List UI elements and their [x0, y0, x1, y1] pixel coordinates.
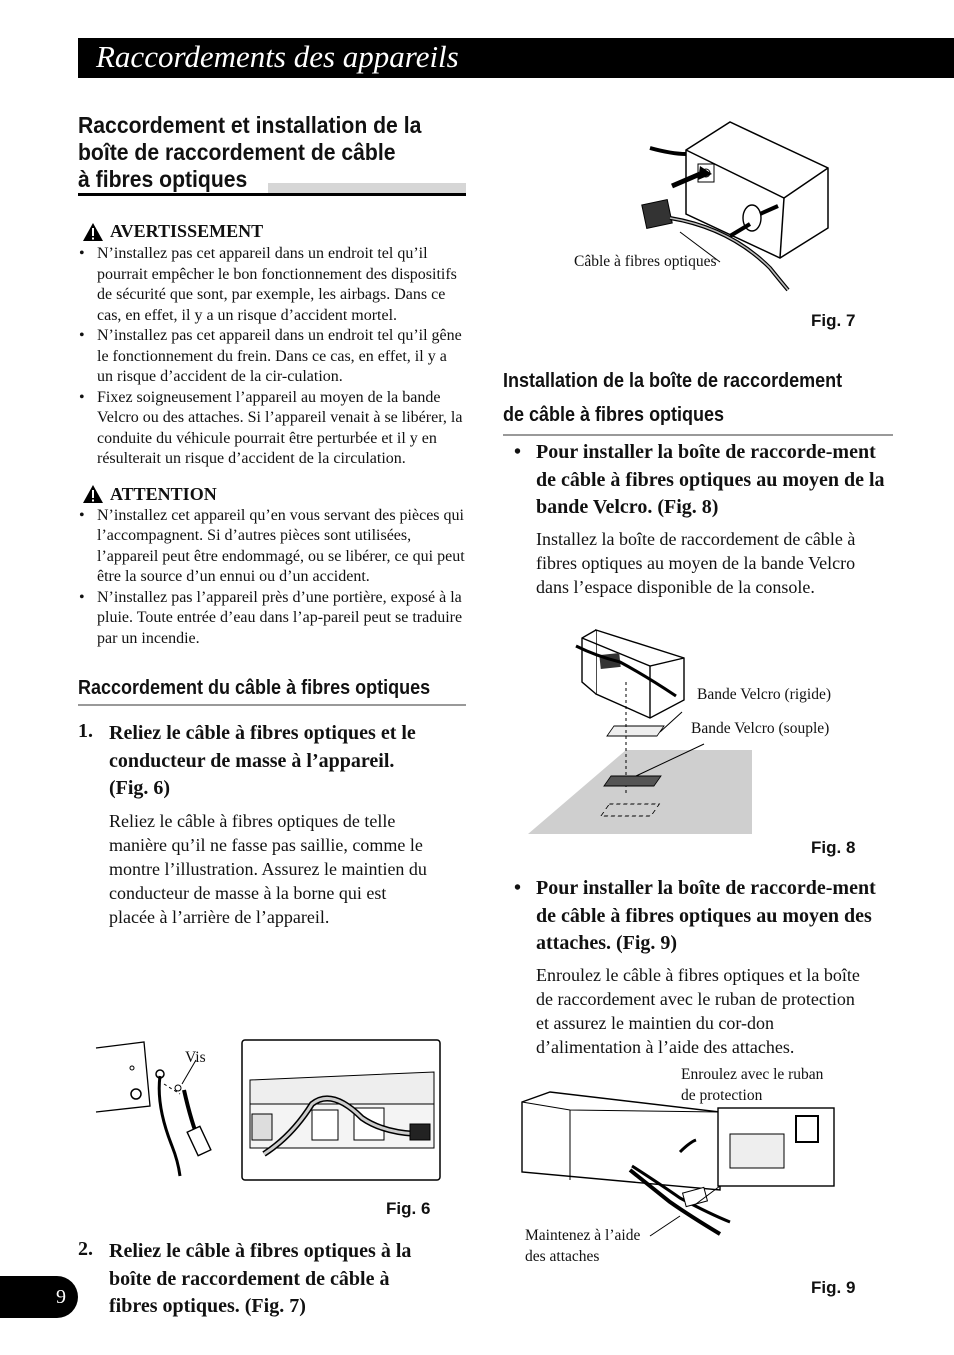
fig9-label: Fig. 9	[811, 1278, 856, 1297]
warning-triangle-icon	[82, 484, 104, 504]
fig8-label: Fig. 8	[811, 838, 856, 857]
list-item: • Fixez soigneusement l’appareil au moyen de la bande Velcro ou des attaches. Si l’appareil venait à se libérer, la conduite du véhicule pourrait être perturbée et il y en résulterait un risque d’accident de la circulation.	[78, 388, 466, 470]
option-body: Installez la boîte de raccordement de câble à fibres optiques au moyen de la bande Velcro dans l’espace disponible de la console.	[536, 528, 856, 597]
option-heading: Pour installer la boîte de raccorde-ment de câble à fibres optiques au moyen de la bande Velcro. (Fig. 8)	[536, 441, 885, 518]
fig8-callout-rigid: Bande Velcro (rigide)	[697, 686, 831, 703]
section-title-line: Raccordement et installation de la	[78, 112, 422, 138]
fig7-callout: Câble à fibres optiques	[574, 253, 717, 270]
caution-list	[78, 506, 466, 650]
fig7-label: Fig. 7	[811, 311, 856, 330]
install-option-ties: • Pour installer la boîte de raccorde-ment de câble à fibres optiques au moyen des attaches. (Fig. 9) Enroulez le câble à fibres optiques et la boîte de raccordement avec le ruban de protection et assurez le maintien du cor-don d’alimentation à l’aide des attaches.	[514, 875, 884, 1059]
option-body: Enroulez le câble à fibres optiques et la boîte de raccordement avec le ruban de protection et assurez le maintien du cor-don d’alimentation à l’aide des attaches.	[536, 964, 860, 1057]
list-item: • N’installez pas cet appareil dans un endroit tel qu’il pourrait empêcher le bon fonctionnement des dispositifs de sécurité que sont, par exemple, les airbags. Dans ce cas, en effet, il y a un risque d’accident mortel.	[78, 244, 466, 326]
callout-line: de protection	[681, 1087, 763, 1104]
list-item: • N’installez cet appareil qu’en vous servant des pièces qui l’accompagnent. Si d’autres pièces sont utilisées, l’appareil peut être endommagé, ou se libérer, ce qui peut être la source d’un ennui ou d’un accident.	[78, 506, 466, 588]
fig6-callout-vis: Vis	[185, 1049, 206, 1066]
step-1	[78, 720, 450, 929]
caution-label: ATTENTION	[110, 483, 217, 504]
step-2	[78, 1238, 450, 1321]
warning-list	[78, 244, 466, 470]
list-item: • N’installez pas cet appareil dans un endroit tel qu’il gêne le fonctionnement du frein. Dans ce cas, en effet, il y a un risque d’accident de la cir-culation.	[78, 326, 466, 388]
page-header-title: Raccordements des appareils	[96, 39, 459, 74]
subsection-title-line: de câble à fibres optiques	[503, 404, 725, 426]
section-title-line: à fibres optiques	[78, 166, 248, 192]
callout-line: Maintenez à l’aide	[525, 1227, 641, 1244]
header-bar	[78, 38, 954, 78]
callout-line: Enroulez avec le ruban	[681, 1066, 824, 1083]
warning-triangle-icon	[82, 222, 104, 242]
step-number: 1.	[78, 720, 93, 742]
fig9-callout-wrap	[681, 1064, 823, 1106]
fig8-callout-soft: Bande Velcro (souple)	[691, 720, 830, 737]
step-body: Reliez le câble à fibres optiques de telle manière qu’il ne fasse pas saillie, comme le montre l’illustration. Assurez le maintien du conducteur de masse à la borne qui est placée à l’arrière de l’appareil.	[109, 810, 427, 927]
step-heading: Reliez le câble à fibres optiques et le conducteur de masse à l’appareil. (Fig. 6)	[109, 722, 416, 799]
caution-heading	[82, 484, 466, 505]
callout-line: des attaches	[525, 1248, 600, 1265]
left-column	[78, 112, 466, 929]
fig6-illustration	[92, 1036, 442, 1184]
option-heading: Pour installer la boîte de raccorde-ment de câble à fibres optiques au moyen des attaches. (Fig. 9)	[536, 877, 876, 954]
section-title-line: boîte de raccordement de câble	[78, 139, 396, 165]
subsection-title-line: Installation de la boîte de raccordement	[503, 370, 843, 392]
section-title	[78, 112, 466, 193]
fig9-illustration	[520, 1086, 840, 1246]
subsection-title: Raccordement du câble à fibres optiques	[78, 677, 431, 699]
install-option-velcro: • Pour installer la boîte de raccorde-ment de câble à fibres optiques au moyen de la bande Velcro. (Fig. 8) Installez la boîte de raccordement de câble à fibres optiques au moyen de la bande Velcro dans l’espace disponible de la console.	[514, 441, 885, 597]
list-item: • N’installez pas l’appareil près d’une portière, exposé à la pluie. Toute entrée d’eau dans l’ap-pareil peut se traduire par un incendie.	[78, 588, 466, 650]
subsection-rule	[503, 434, 893, 436]
warning-heading	[82, 221, 466, 242]
warning-label: AVERTISSEMENT	[110, 221, 264, 241]
fig6-label: Fig. 6	[386, 1199, 431, 1218]
subsection2-title	[503, 364, 893, 436]
fig9-callout-hold	[525, 1225, 640, 1267]
page-number: 9	[0, 1276, 78, 1318]
step-number: 2.	[78, 1238, 93, 1260]
step-heading: Reliez le câble à fibres optiques à la boîte de raccordement de câble à fibres optiques. (Fig. 7)	[109, 1240, 412, 1317]
